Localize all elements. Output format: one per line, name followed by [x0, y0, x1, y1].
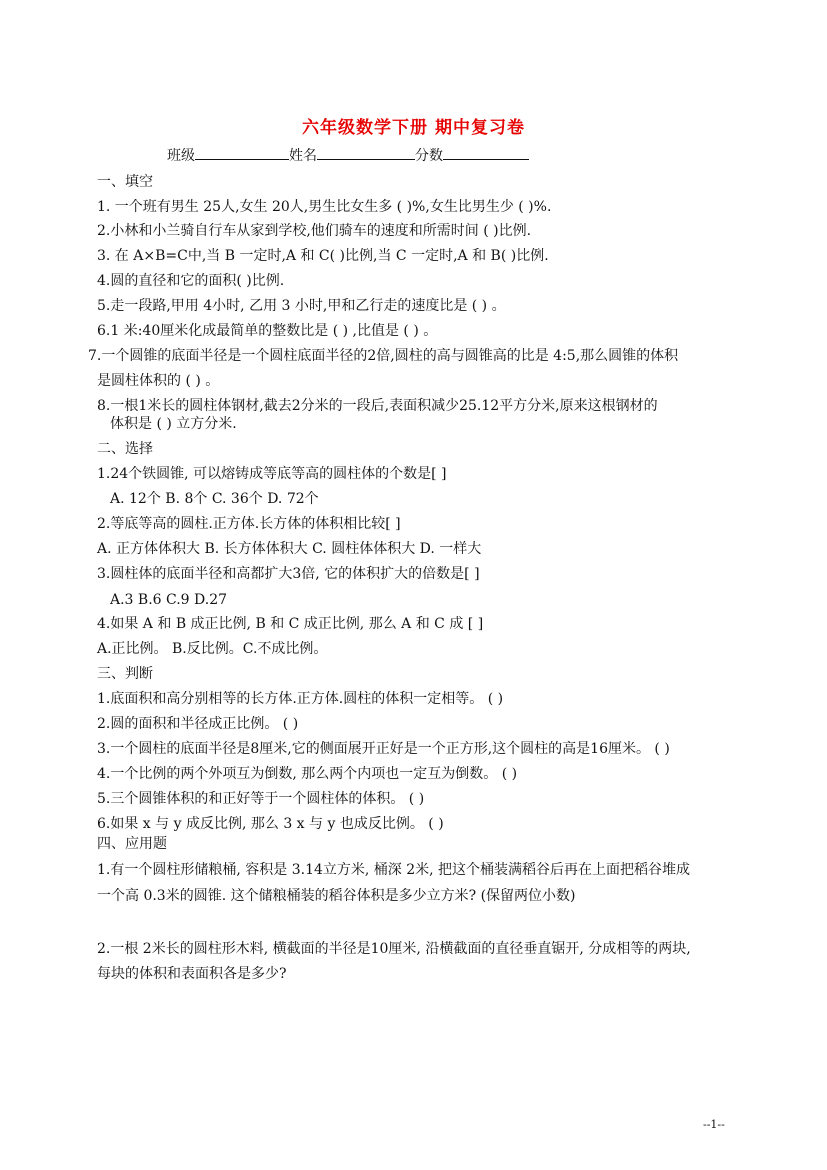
- question-line: 2.圆的面积和半径成正比例。 ( ): [97, 716, 299, 732]
- page-title: 六年级数学下册 期中复习卷: [302, 118, 525, 138]
- question-line: 1. 一个班有男生 25人,女生 20人,男生比女生多 ( )%,女生比男生少 ( )%.: [97, 199, 552, 215]
- options-line: A.正比例。 B.反比例。C.不成比例。: [97, 641, 328, 657]
- options-line: A. 正方体体积大 B. 长方体体积大 C. 圆柱体体积大 D. 一样大: [97, 541, 482, 557]
- question-line: 3. 在 A×B=C中,当 B 一定时,A 和 C( )比例,当 C 一定时,A 和 B( )比例.: [97, 248, 549, 264]
- question-line: 体积是 ( ) 立方分米.: [110, 416, 237, 432]
- options-line: A.3 B.6 C.9 D.27: [110, 592, 228, 608]
- question-line: 2.等底等高的圆柱.正方体.长方体的体积相比较[ ]: [97, 516, 401, 532]
- question-line: 一个高 0.3米的圆锥. 这个储粮桶装的稻谷体积是多少立方米? (保留两位小数): [97, 888, 576, 904]
- score-label: 分数: [415, 148, 443, 164]
- question-line: 3.圆柱体的底面半径和高都扩大3倍, 它的体积扩大的倍数是[ ]: [97, 566, 480, 582]
- section-heading-choice: 二、选择: [97, 441, 153, 457]
- score-blank[interactable]: [443, 145, 529, 160]
- question-line: 3.一个圆柱的底面半径是8厘米,它的侧面展开正好是一个正方形,这个圆柱的高是16厘米。 ( ): [97, 741, 670, 757]
- question-line: 5.走一段路,甲用 4小时, 乙用 3 小时,甲和乙行走的速度比是 ( ) 。: [97, 298, 506, 314]
- question-line: 6.1 米:40厘米化成最简单的整数比是 ( ) ,比值是 ( ) 。: [97, 323, 438, 339]
- section-heading-application: 四、应用题: [97, 836, 167, 852]
- question-line: 2.小林和小兰骑自行车从家到学校,他们骑车的速度和所需时间 ( )比例.: [97, 223, 532, 239]
- question-line: 2.一根 2米长的圆柱形木料, 横截面的半径是10厘米, 沿横截面的直径垂直锯开, 分成相等的两块,: [97, 941, 691, 957]
- class-label: 班级: [167, 148, 195, 164]
- question-line: 7.一个圆锥的底面半径是一个圆柱底面半径的2倍,圆柱的高与圆锥高的比是 4:5,那么圆锥的体积: [88, 348, 679, 364]
- question-line: 1.有一个圆柱形储粮桶, 容积是 3.14立方米, 桶深 2米, 把这个桶装满稻谷后再在上面把稻谷堆成: [97, 862, 691, 878]
- question-line: 4.如果 A 和 B 成正比例, B 和 C 成正比例, 那么 A 和 C 成 [ ]: [97, 616, 484, 632]
- section-heading-judge: 三、判断: [97, 666, 153, 682]
- page-number: --1--: [703, 1118, 725, 1131]
- question-line: 8.一根1米长的圆柱体钢材,截去2分米的一段后,表面积减少25.12平方分米,原来这根钢材的: [97, 398, 658, 414]
- name-blank[interactable]: [317, 145, 415, 160]
- question-line: 是圆柱体积的 ( ) 。: [97, 373, 220, 389]
- student-info-line: [167, 145, 529, 165]
- question-line: 1.底面积和高分别相等的长方体.正方体.圆柱的体积一定相等。 ( ): [97, 691, 504, 707]
- class-blank[interactable]: [195, 145, 289, 160]
- question-line: 1.24个铁圆锥, 可以熔铸成等底等高的圆柱体的个数是[ ]: [97, 466, 447, 482]
- options-line: A. 12个 B. 8个 C. 36个 D. 72个: [110, 491, 319, 507]
- question-line: 5.三个圆锥体积的和正好等于一个圆柱体的体积。 ( ): [97, 791, 425, 807]
- question-line: 4.圆的直径和它的面积( )比例.: [97, 273, 285, 289]
- question-line: 6.如果 x 与 y 成反比例, 那么 3 x 与 y 也成反比例。 ( ): [97, 816, 444, 832]
- question-line: 4.一个比例的两个外项互为倒数, 那么两个内项也一定互为倒数。 ( ): [97, 766, 518, 782]
- section-heading-fill-blank: 一、填空: [97, 174, 153, 190]
- question-line: 每块的体积和表面积各是多少?: [97, 966, 287, 982]
- name-label: 姓名: [289, 148, 317, 164]
